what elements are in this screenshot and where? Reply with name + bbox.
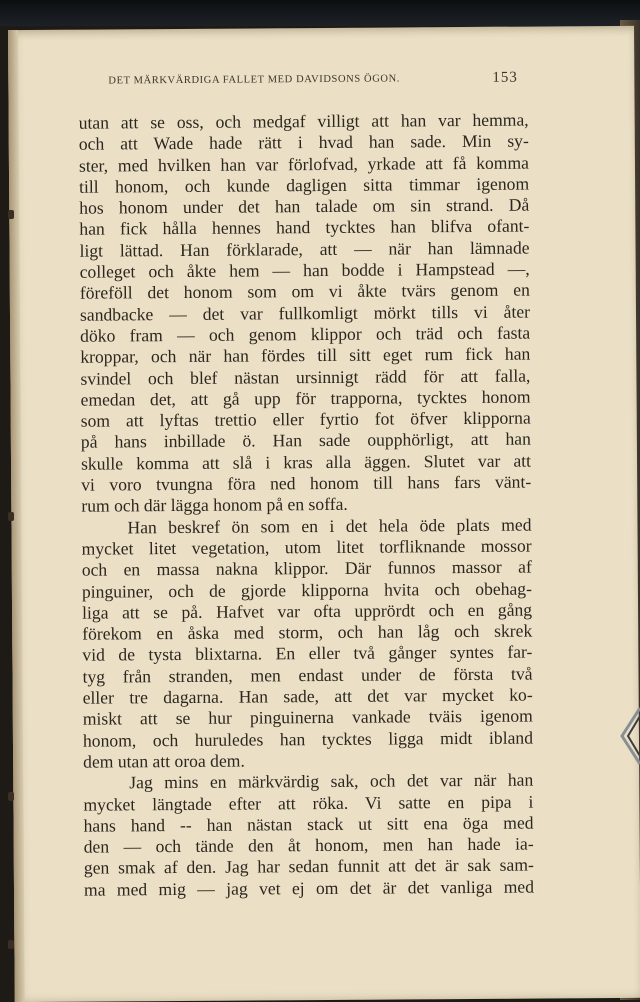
text-line: och en massa nakna klippor. Där funnos massor af — [81, 556, 532, 580]
text-line: colleget och åkte hem — han bodde i Hampstead —, — [79, 258, 530, 282]
text-line: gen smak af den. Jag har sedan funnit att det är sak sam- — [83, 854, 534, 879]
binding-thread-mark — [8, 512, 14, 521]
text-line: förekom en åska med storm, och han låg och skrek — [82, 620, 533, 644]
text-line: döko fram — och genom klippor och träd och fasta — [80, 322, 531, 346]
text-line: han fick hålla hennes hand tycktes han blifva ofant- — [79, 216, 530, 240]
text-line: vid de tysta blixtarna. En eller två gånger syntes far- — [82, 641, 533, 666]
text-line: pinguiner, och de gjorde klipporna hvita och obehag- — [81, 578, 532, 602]
text-line: tyg från stranden, men endast under de första två — [82, 663, 533, 687]
text-line: eller tre dagarna. Han sade, att det var mycket ko- — [82, 684, 533, 708]
text-line: miskt att se hur pinguinerna vankade tväis igenom — [82, 705, 533, 729]
text-line: ma med mig — jag vet ej om det är det vanliga med — [83, 876, 535, 900]
page-number: 153 — [492, 69, 518, 86]
binding-thread-mark — [8, 210, 14, 219]
binding-thread-mark — [8, 792, 14, 801]
page-clip-icon — [618, 706, 640, 766]
book-page — [8, 26, 640, 1002]
text-line: kroppar, och när han fördes till sitt eget rum fick han — [80, 343, 531, 367]
running-head: DET MÄRKVÄRDIGA FALLET MED DAVIDSONS ÖGON. — [108, 73, 401, 87]
text-line: emedan det, att gå upp för trapporna, tycktes honom — [80, 386, 531, 410]
text-line: föreföll det honom som om vi åkte tvärs genom en — [79, 279, 530, 304]
text-line: som att lyftas trettio eller fyrtio fot öfver klipporna — [80, 407, 531, 431]
text-line: mycket längtade efter att röka. Vi satte en pipa i — [83, 791, 534, 815]
text-line: mycket litet vegetation, utom litet torfliknande mossor — [81, 535, 532, 559]
text-line: hans hand -- han nästan stack ut sitt ena öga med — [83, 812, 534, 836]
paragraph-start-line: Han beskref ön som en i det hela öde plats med — [127, 514, 532, 538]
text-line: svindel och blef nästan ursinnigt rädd för att falla, — [80, 365, 531, 389]
text-line: dem utan att oroa dem. — [83, 750, 245, 772]
text-line: rum och där lägga honom på en soffa. — [81, 494, 348, 517]
text-line: till honom, och kunde dagligen sitta timmar igenom — [79, 173, 530, 197]
text-line: vi voro tvungna föra ned honom till hans fars vänt- — [81, 471, 532, 495]
text-line: utan att se oss, och medgaf villigt att han var hemma, — [78, 109, 529, 133]
text-line: hos honom under det han talade om sin strand. Då — [79, 194, 530, 218]
text-line: liga att se på. Hafvet var ofta upprördt och en gång — [82, 599, 533, 623]
text-line: ster, med hvilken han var förlofvad, yrkade att få komma — [78, 152, 530, 176]
text-line: skulle komma att slå i kras alla äggen. Slutet var att — [80, 450, 532, 474]
book-cover-top — [0, 0, 640, 26]
text-line: ligt lättad. Han förklarade, att — när han lämnade — [79, 237, 530, 261]
paragraph-start-line: Jag mins en märkvärdig sak, och det var när han — [129, 769, 534, 793]
binding-thread-mark — [8, 940, 14, 949]
text-line: honom, och huruledes han tycktes ligga midt ibland — [82, 727, 534, 751]
text-line: och att Wade hade rätt i hvad han sade. Min sy- — [78, 130, 529, 154]
text-line: sandbacke — det var fullkomligt mörkt tills vi åter — [79, 301, 531, 325]
text-line: på hans inbillade ö. Han sade oupphörligt, att han — [80, 428, 531, 453]
text-line: den — och tände den åt honom, men han hade ia- — [83, 833, 534, 857]
body-text — [79, 110, 534, 901]
